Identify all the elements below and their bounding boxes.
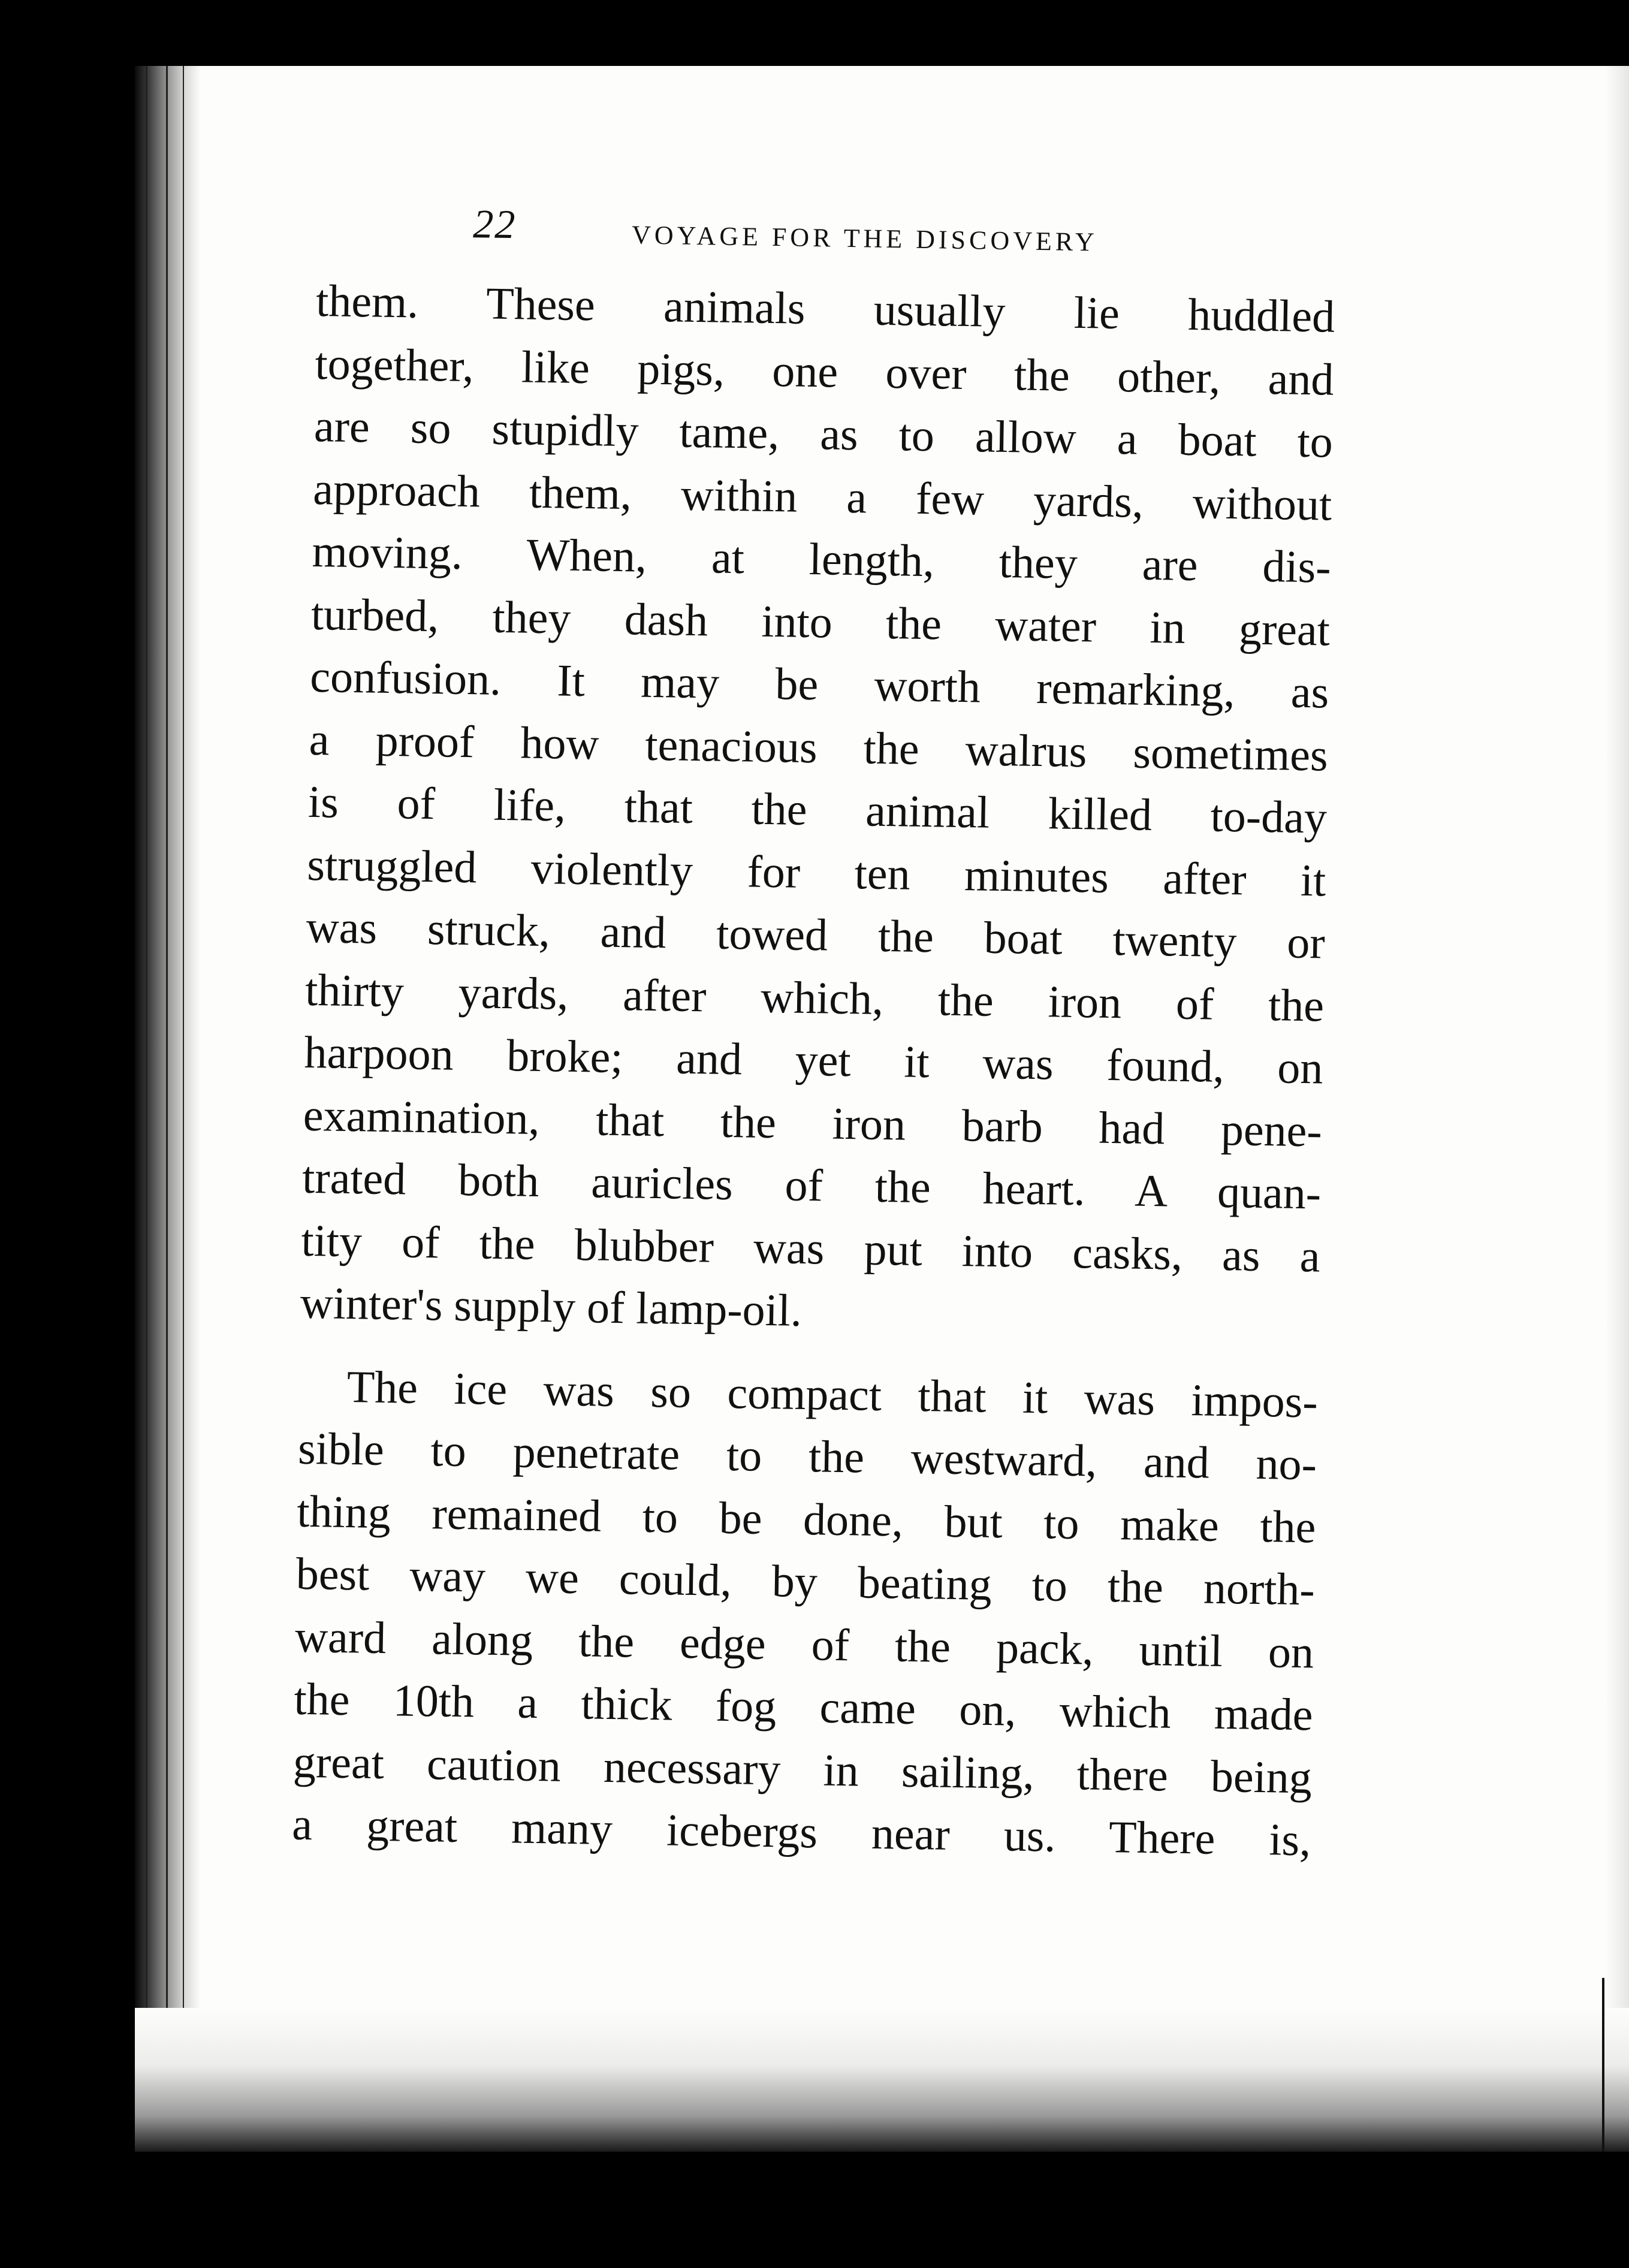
text-block bbox=[292, 198, 1337, 1872]
text-line: are so stupidly tame, as to allow a boat to bbox=[313, 400, 1334, 468]
text-line: turbed, they dash into the water in great bbox=[310, 589, 1331, 656]
text-line: sible to penetrate to the westward, and no- bbox=[297, 1423, 1317, 1490]
paragraph-1 bbox=[300, 270, 1335, 1350]
text-line: ward along the edge of the pack, until on bbox=[294, 1611, 1314, 1678]
text-line: together, like pigs, one over the other, and bbox=[314, 338, 1335, 405]
text-line: thirty yards, after which, the iron of the bbox=[304, 964, 1325, 1032]
text-line: is of life, that the animal killed to-day bbox=[307, 776, 1328, 843]
page-number: 22 bbox=[472, 201, 517, 248]
page-bottom-edge bbox=[135, 2008, 1629, 2152]
gutter-line bbox=[146, 66, 147, 2152]
page-edge-rule bbox=[1602, 1978, 1604, 2152]
text-line: moving. When, at length, they are dis- bbox=[312, 526, 1332, 593]
text-line: was struck, and towed the boat twenty or bbox=[306, 901, 1326, 969]
page-right-edge bbox=[1605, 66, 1629, 2152]
text-line: winter's supply of lamp-oil. bbox=[300, 1277, 803, 1336]
page-gutter-shadow bbox=[135, 66, 201, 2152]
text-line: struggled violently for ten minutes after it bbox=[306, 839, 1326, 906]
text-line: trated both auricles of the heart. A quan- bbox=[301, 1152, 1322, 1219]
text-line: best way we could, by beating to the north- bbox=[295, 1548, 1316, 1615]
text-line: confusion. It may be worth remarking, as bbox=[309, 651, 1329, 718]
text-line: the 10th a thick fog came on, which made bbox=[293, 1673, 1314, 1741]
text-line: harpoon broke; and yet it was found, on bbox=[303, 1027, 1324, 1094]
paragraph-2 bbox=[292, 1355, 1319, 1872]
text-line: them. These animals usually lie huddled bbox=[315, 275, 1335, 342]
text-line: tity of the blubber was put into casks, as a bbox=[301, 1215, 1321, 1281]
text-line: a great many icebergs near us. There is, bbox=[291, 1799, 1311, 1866]
text-line: thing remained to be done, but to make the bbox=[296, 1486, 1317, 1552]
running-head: VOYAGE FOR THE DISCOVERY bbox=[631, 220, 1098, 257]
text-line: a proof how tenacious the walrus sometimes bbox=[309, 714, 1329, 781]
text-line: approach them, within a few yards, without bbox=[312, 463, 1332, 530]
text-line: great caution necessary in sailing, there being bbox=[292, 1736, 1313, 1803]
text-line: The ice was so compact that it was impos- bbox=[346, 1361, 1319, 1427]
gutter-line bbox=[166, 66, 168, 2152]
text-line: examination, that the iron barb had pene- bbox=[303, 1090, 1323, 1157]
gutter-line bbox=[183, 66, 184, 2152]
